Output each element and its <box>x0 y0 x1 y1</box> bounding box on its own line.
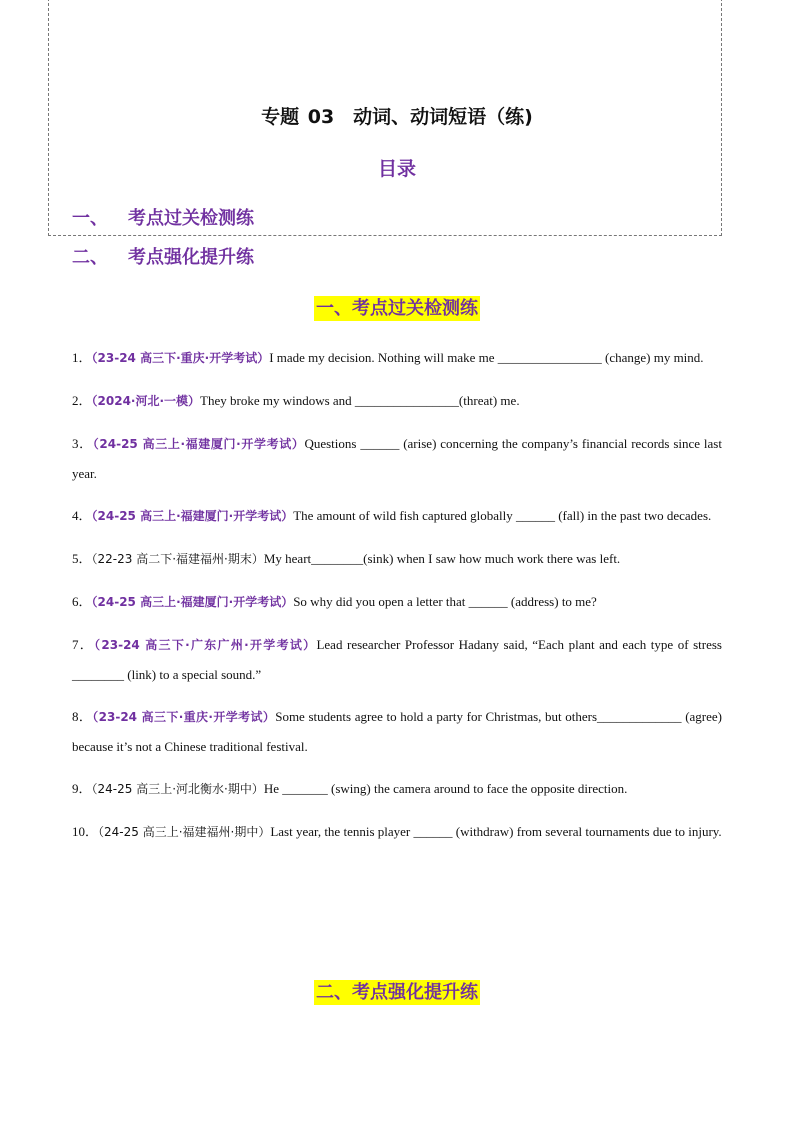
question-source: （24-25 高三上·福建厦门·开学考试） <box>91 509 294 523</box>
document-title: 专题 03 动词、动词短语（练) <box>261 106 533 128</box>
toc-item-label: 考点过关检测练 <box>128 208 254 229</box>
toc-item-number: 一、 <box>72 208 108 229</box>
question-item <box>72 630 722 689</box>
question-item <box>72 774 722 804</box>
question-text: The amount of wild fish captured globally ______ (fall) in the past two decades. <box>293 508 712 523</box>
question-text: They broke my windows and ________________(threat) me. <box>200 393 520 408</box>
question-text: Some students agree to hold a party for Christmas, but others_____________ (agree) because it’s not a Chinese traditional festival. <box>72 709 722 754</box>
toc-item-1[interactable] <box>72 204 254 230</box>
question-text: He _______ (swing) the camera around to face the opposite direction. <box>263 781 628 796</box>
question-text: Questions ______ (arise) concerning the company’s financial records since last year. <box>72 436 722 481</box>
question-source: （23-24 高三下·重庆·开学考试） <box>92 710 276 724</box>
question-item <box>72 702 722 761</box>
section-heading-2 <box>0 978 794 1004</box>
question-number: 4． <box>72 508 92 523</box>
question-number: 1． <box>72 350 92 365</box>
question-text: Last year, the tennis player ______ (withdraw) from several tournaments due to injury. <box>270 824 722 839</box>
question-source: （24-25 高三上·福建厦门·开学考试） <box>92 437 305 451</box>
question-number: 7． <box>72 637 95 652</box>
question-number: 3． <box>72 436 93 451</box>
question-text: My heart________(sink) when I saw how much work there was left. <box>263 551 621 566</box>
question-item <box>72 501 722 531</box>
toc-item-label: 考点强化提升练 <box>128 247 254 268</box>
section-heading-1 <box>0 294 794 320</box>
question-number: 10． <box>72 824 99 839</box>
question-item <box>72 817 722 847</box>
question-text: Lead researcher Professor Hadany said, “Each plant and each type of stress ________ (link) to a special sound.” <box>72 637 722 682</box>
question-item <box>72 587 722 617</box>
question-number: 5． <box>72 551 92 566</box>
question-list <box>72 343 722 860</box>
toc-item-2[interactable] <box>72 243 254 269</box>
section-heading-text: 一、考点过关检测练 <box>316 298 478 319</box>
question-source: （23-24 高三下·广东广州·开学考试） <box>94 638 317 652</box>
question-text: I made my decision. Nothing will make me ________________ (change) my mind. <box>269 350 704 365</box>
question-source: （22-23 高二下·福建福州·期末） <box>91 552 264 566</box>
question-number: 9． <box>72 781 92 796</box>
toc-item-number: 二、 <box>72 247 108 268</box>
question-text: So why did you open a letter that ______ (address) to me? <box>293 594 597 609</box>
question-source: （24-25 高三上·福建福州·期中） <box>98 825 271 839</box>
question-number: 6． <box>72 594 92 609</box>
question-item <box>72 343 722 373</box>
section-heading-text: 二、考点强化提升练 <box>316 982 478 1003</box>
question-source: （24-25 高三上·福建厦门·开学考试） <box>91 595 294 609</box>
question-number: 2． <box>72 393 92 408</box>
question-source: （24-25 高三上·河北衡水·期中） <box>91 782 264 796</box>
toc-title: 目录 <box>377 158 416 180</box>
question-item <box>72 429 722 488</box>
question-source: （23-24 高三下·重庆·开学考试） <box>91 351 270 365</box>
question-number: 8． <box>72 709 93 724</box>
question-item <box>72 544 722 574</box>
question-item <box>72 386 722 416</box>
question-source: （2024·河北·一模） <box>91 394 201 408</box>
